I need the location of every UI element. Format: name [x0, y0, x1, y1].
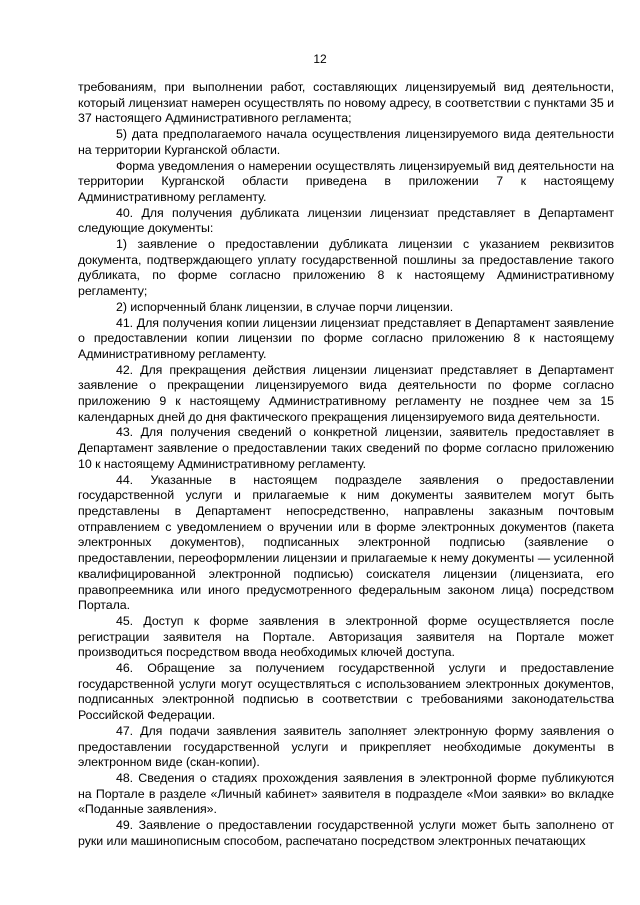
paragraph: 41. Для получения копии лицензии лицензиат представляет в Департамент заявление о предоставлении копии лицензии по форме согласно приложению 8 к настоящему Административному регламенту. — [78, 315, 614, 361]
paragraph: требованиям, при выполнении работ, составляющих лицензируемый вид деятельности, который лицензиат намерен осуществлять по новому адресу, в соответствии с пунктами 35 и 37 настоящего Административного регламента; — [78, 80, 614, 126]
paragraph: 46. Обращение за получением государственной услуги и предоставление государственной услуги могут осуществляться с использованием электронных документов, подписанных электронной подписью в соответствии с требованиями законодательства Российской Федерации. — [78, 661, 614, 723]
paragraph: 44. Указанные в настоящем подразделе заявления о предоставлении государственной услуги и прилагаемые к ним документы заявителем могут быть представлены в Департамент непосредственно, направлены заказным почтовым отправлением с уведомлением о вручении или в форме электронных документов (пакета электронных документов), подписанных электронной подписью (заявление о предоставлении, переоформлении лицензии и прилагаемые к нему документы — усиленной квалифицированной электронной подписью) соискателя лицензии (лицензиата, его правопреемника или иного предусмотренного федеральным законом лица) посредством Портала. — [78, 472, 614, 613]
paragraph: 2) испорченный бланк лицензии, в случае порчи лицензии. — [116, 299, 454, 314]
paragraph: 5) дата предполагаемого начала осуществления лицензируемого вида деятельности на территории Курганской области. — [78, 127, 614, 157]
document-body — [78, 80, 614, 849]
paragraph: 49. Заявление о предоставлении государственной услуги может быть заполнено от руки или машинописным способом, распечатано посредством электронных печатающих — [78, 818, 614, 848]
paragraph: 1) заявление о предоставлении дубликата лицензии с указанием реквизитов документа, подтверждающего уплату государственной пошлины за предоставление такого дубликата, по форме согласно приложению 8 к настоящему Административному регламенту; — [78, 237, 614, 299]
paragraph: 48. Сведения о стадиях прохождения заявления в электронной форме публикуются на Портале в разделе «Личный кабинет» заявителя в подразделе «Мои заявки» во вкладке «Поданные заявления». — [78, 770, 614, 817]
paragraph: 45. Доступ к форме заявления в электронной форме осуществляется после регистрации заявителя на Портале. Авторизация заявителя на Портале может производиться посредством ввода необходимых ключей доступа. — [78, 613, 614, 660]
paragraph: Форма уведомления о намерении осуществлять лицензируемый вид деятельности на территории Курганской области приведена в приложении 7 к настоящему Административному регламенту. — [78, 158, 614, 204]
paragraph: 42. Для прекращения действия лицензии лицензиат представляет в Департамент заявление о прекращении лицензируемого вида деятельности по форме согласно приложению 9 к настоящему Административному регламенту не позднее чем за 15 календарных дней до дня фактического прекращения лицензируемого вида деятельности. — [78, 362, 614, 424]
page-number: 12 — [313, 52, 327, 66]
paragraph: 47. Для подачи заявления заявитель заполняет электронную форму заявления о предоставлении государственной услуги и прикрепляет необходимые документы в электронном виде (скан-копии). — [78, 723, 614, 770]
paragraph: 40. Для получения дубликата лицензии лицензиат представляет в Департамент следующие документы: — [78, 205, 614, 236]
paragraph: 43. Для получения сведений о конкретной лицензии, заявитель предоставляет в Департамент заявление о предоставлении таких сведений по форме согласно приложению 10 к настоящему Административному регламенту. — [78, 425, 614, 471]
